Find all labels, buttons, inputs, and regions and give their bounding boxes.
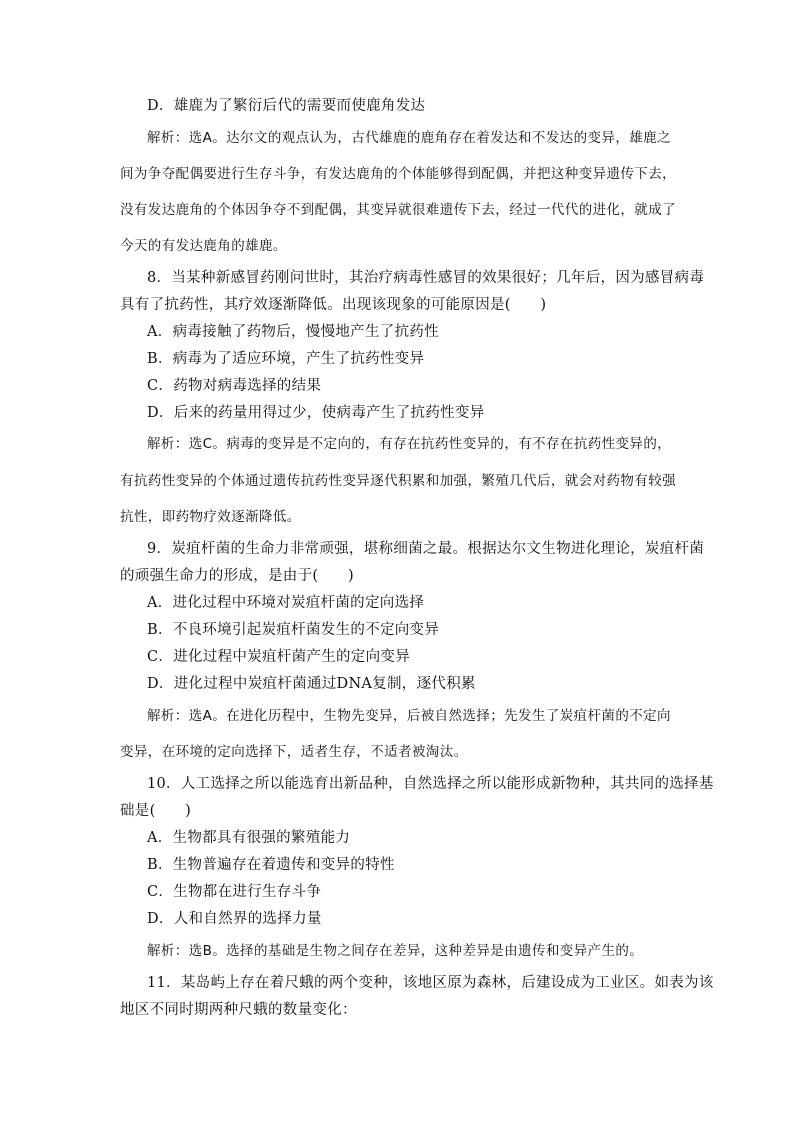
q7-explanation-cont: 没有发达鹿角的个体因争夺不到配偶，其变异就很难遗传下去，经过一代代的进化，就成了 [120, 202, 676, 218]
q9-explanation-cont: 变异，在环境的定向选择下，适者生存，不适者被淘汰。 [120, 744, 468, 760]
q9-option-d: D．进化过程中炭疽杆菌通过DNA复制，逐代积累 [147, 676, 476, 692]
question-8-stem: 8．当某种新感冒药刚问世时，其治疗病毒性感冒的效果很好；几年后，因为感冒病毒 [147, 270, 705, 286]
q8-option-d: D．后来的药量用得过少，使病毒产生了抗药性变异 [147, 405, 485, 421]
q8-option-c: C．药物对病毒选择的结果 [147, 378, 322, 394]
question-10-stem-cont: 础是( ) [120, 803, 192, 819]
q10-option-c: C．生物都在进行生存斗争 [147, 884, 322, 900]
q9-option-c: C．进化过程中炭疽杆菌产生的定向变异 [147, 649, 410, 665]
q8-explanation-cont: 有抗药性变异的个体通过遗传抗药性变异逐代积累和加强，繁殖几代后，就会对药物有较强 [120, 473, 676, 489]
question-10-stem: 10．人工选择之所以能选育出新品种，自然选择之所以能形成新物种，其共同的选择基 [147, 776, 714, 792]
q9-explanation: 解析：选A。在进化历程中，生物先变异，后被自然选择；先发生了炭疽杆菌的不定向 [147, 708, 671, 724]
q10-option-a: A．生物都具有很强的繁殖能力 [147, 830, 351, 846]
q10-option-d: D．人和自然界的选择力量 [147, 911, 322, 927]
question-9-stem: 9．炭疽杆菌的生命力非常顽强，堪称细菌之最。根据达尔文生物进化理论，炭疽杆菌 [147, 541, 705, 557]
question-11-stem-cont: 地区不同时期两种尺蛾的数量变化： [120, 1002, 357, 1018]
q7-explanation: 解析：选A。达尔文的观点认为，古代雄鹿的鹿角存在着发达和不发达的变异，雄鹿之 [147, 130, 671, 146]
q8-explanation: 解析：选C。病毒的变异是不定向的，有存在抗药性变异的，有不存在抗药性变异的， [147, 436, 672, 452]
q8-option-b: B．病毒为了适应环境，产生了抗药性变异 [147, 351, 425, 367]
question-8-stem-cont: 具有了抗药性，其疗效逐渐降低。出现该现象的可能原因是( ) [120, 297, 547, 313]
q7-explanation-cont: 今天的有发达鹿角的雄鹿。 [120, 238, 287, 254]
question-9-stem-cont: 的顽强生命力的形成，是由于( ) [120, 568, 354, 584]
q8-explanation-cont: 抗性，即药物疗效逐渐降低。 [120, 509, 301, 525]
q9-option-b: B．不良环境引起炭疽杆菌发生的不定向变异 [147, 622, 440, 638]
q10-option-b: B．生物普遍存在着遗传和变异的特性 [147, 857, 395, 873]
q8-option-a: A．病毒接触了药物后，慢慢地产生了抗药性 [147, 324, 439, 340]
q7-explanation-cont: 间为争夺配偶要进行生存斗争，有发达鹿角的个体能够得到配偶，并把这种变异遗传下去， [120, 166, 676, 182]
q10-explanation: 解析：选B。选择的基础是生物之间存在差异，这种差异是由遗传和变异产生的。 [147, 943, 644, 959]
q9-option-a: A．进化过程中环境对炭疽杆菌的定向选择 [147, 595, 425, 611]
q7-option-d: D．雄鹿为了繁衍后代的需要而使鹿角发达 [147, 98, 426, 114]
question-11-stem: 11．某岛屿上存在着尺蛾的两个变种，该地区原为森林，后建设成为工业区。如表为该 [147, 975, 714, 991]
